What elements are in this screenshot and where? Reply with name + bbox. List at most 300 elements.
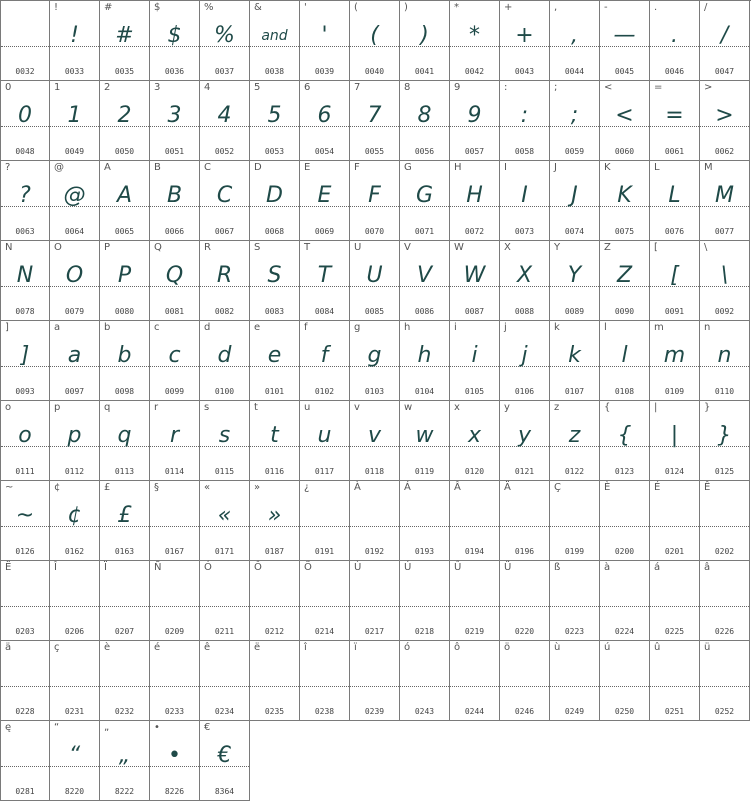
glyph-key-label: Ç — [554, 482, 561, 493]
glyph-sample: } — [717, 423, 732, 448]
glyph-code: 0201 — [664, 547, 685, 556]
glyph-key-label: 1 — [54, 82, 61, 93]
glyph-code: 0085 — [364, 307, 385, 316]
glyph-code: 0235 — [264, 707, 285, 716]
glyph-code: 8222 — [114, 787, 135, 796]
glyph-cell — [300, 241, 350, 321]
glyph-sample: M — [715, 183, 734, 208]
baseline-guide — [550, 606, 599, 607]
glyph-code: 0238 — [314, 707, 335, 716]
glyph-cell — [250, 241, 300, 321]
glyph-cell — [450, 161, 500, 241]
glyph-key-label: Ú — [404, 562, 412, 573]
glyph-cell — [200, 1, 250, 81]
glyph-cell — [550, 321, 600, 401]
glyph-sample: ] — [20, 343, 30, 368]
baseline-guide — [450, 686, 499, 687]
glyph-code: 0086 — [414, 307, 435, 316]
glyph-code: 0120 — [464, 467, 485, 476]
glyph-code: 8220 — [64, 787, 85, 796]
glyph-code: 0226 — [714, 627, 735, 636]
glyph-sample: + — [515, 23, 534, 48]
glyph-code: 0110 — [714, 387, 735, 396]
glyph-cell — [50, 641, 100, 721]
glyph-code: 0252 — [714, 707, 735, 716]
glyph-cell — [400, 321, 450, 401]
glyph-code: 0191 — [314, 547, 335, 556]
glyph-key-label: : — [504, 82, 508, 93]
glyph-code: 0281 — [15, 787, 35, 796]
glyph-key-label: O — [54, 242, 62, 253]
glyph-key-label: k — [554, 322, 560, 333]
glyph-key-label: V — [404, 242, 411, 253]
glyph-key-label: ' — [304, 2, 307, 13]
glyph-sample: x — [467, 423, 482, 448]
glyph-cell — [50, 721, 100, 801]
glyph-key-label: M — [704, 162, 713, 173]
glyph-code: 0211 — [214, 627, 235, 636]
glyph-code: 0124 — [664, 467, 685, 476]
glyph-code: 0200 — [614, 547, 635, 556]
glyph-key-label: W — [454, 242, 464, 253]
glyph-cell — [250, 401, 300, 481]
glyph-cell — [0, 161, 50, 241]
glyph-key-label: § — [154, 482, 159, 493]
baseline-guide — [650, 686, 699, 687]
glyph-sample: b — [117, 343, 132, 368]
glyph-cell — [500, 641, 550, 721]
glyph-code: 0108 — [614, 387, 635, 396]
glyph-cell — [650, 401, 700, 481]
glyph-key-label: g — [354, 322, 361, 333]
glyph-sample: F — [368, 183, 381, 208]
baseline-guide — [200, 606, 249, 607]
glyph-cell — [100, 241, 150, 321]
glyph-cell — [350, 561, 400, 641]
glyph-code: 0194 — [464, 547, 485, 556]
glyph-code: 0098 — [114, 387, 135, 396]
glyph-key-label: % — [204, 2, 214, 13]
glyph-code: 0167 — [164, 547, 185, 556]
glyph-cell — [100, 321, 150, 401]
glyph-cell — [450, 641, 500, 721]
glyph-key-label: . — [654, 2, 658, 13]
glyph-sample: f — [320, 343, 329, 368]
glyph-cell — [700, 1, 750, 81]
glyph-key-label: “ — [54, 722, 60, 733]
glyph-code: 0232 — [114, 707, 135, 716]
glyph-code: 0223 — [564, 627, 585, 636]
glyph-key-label: ú — [604, 642, 611, 653]
glyph-cell — [0, 81, 50, 161]
glyph-cell — [700, 161, 750, 241]
glyph-cell — [600, 1, 650, 81]
glyph-key-label: } — [704, 402, 711, 413]
glyph-cell — [200, 721, 250, 801]
glyph-cell — [50, 1, 100, 81]
glyph-key-label: I — [504, 162, 507, 173]
glyph-sample: $ — [167, 23, 182, 48]
glyph-key-label: s — [204, 402, 210, 413]
glyph-sample: S — [267, 263, 282, 288]
glyph-code: 0044 — [564, 67, 585, 76]
glyph-sample: B — [166, 183, 183, 208]
glyph-key-label: ó — [404, 642, 411, 653]
glyph-key-label: à — [604, 562, 611, 573]
baseline-guide — [350, 686, 399, 687]
glyph-key-label: Û — [454, 562, 462, 573]
glyph-code: 0109 — [664, 387, 685, 396]
glyph-code: 0063 — [15, 227, 35, 236]
glyph-key-label: ç — [54, 642, 60, 653]
glyph-code: 0106 — [514, 387, 535, 396]
glyph-cell — [700, 321, 750, 401]
glyph-sample: p — [67, 423, 82, 448]
baseline-guide — [250, 606, 299, 607]
glyph-code: 0203 — [15, 627, 35, 636]
glyph-sample: W — [463, 263, 486, 288]
glyph-key-label: $ — [154, 2, 161, 13]
glyph-key-label: X — [504, 242, 511, 253]
glyph-cell — [600, 321, 650, 401]
glyph-cell — [100, 161, 150, 241]
glyph-code: 0040 — [364, 67, 385, 76]
glyph-code: 0123 — [614, 467, 635, 476]
glyph-cell — [300, 641, 350, 721]
glyph-key-label: Ñ — [154, 562, 162, 573]
glyph-code: 0036 — [164, 67, 185, 76]
glyph-sample: I — [521, 183, 528, 208]
glyph-sample: G — [415, 183, 434, 208]
glyph-cell — [150, 241, 200, 321]
glyph-sample: 8 — [417, 103, 432, 128]
glyph-key-label: ü — [704, 642, 711, 653]
glyph-cell — [250, 161, 300, 241]
glyph-cell — [200, 321, 250, 401]
glyph-cell — [250, 641, 300, 721]
glyph-key-label: h — [404, 322, 411, 333]
glyph-cell — [450, 81, 500, 161]
glyph-code: 0035 — [114, 67, 135, 76]
glyph-key-label: ) — [404, 2, 408, 13]
glyph-key-label: € — [204, 722, 211, 733]
glyph-sample: « — [217, 503, 232, 528]
glyph-sample: 2 — [117, 103, 132, 128]
glyph-key-label: 8 — [404, 82, 411, 93]
glyph-cell — [450, 481, 500, 561]
glyph-sample: 0 — [18, 103, 32, 128]
glyph-code: 0038 — [264, 67, 285, 76]
glyph-code: 0209 — [164, 627, 185, 636]
glyph-sample: g — [367, 343, 382, 368]
glyph-key-label: a — [54, 322, 61, 333]
glyph-key-label: q — [104, 402, 111, 413]
glyph-sample: w — [415, 423, 434, 448]
glyph-cell — [400, 81, 450, 161]
glyph-cell — [500, 1, 550, 81]
glyph-sample: X — [516, 263, 533, 288]
baseline-guide — [550, 526, 599, 527]
glyph-key-label: 5 — [254, 82, 261, 93]
glyph-key-label: L — [654, 162, 660, 173]
baseline-guide — [300, 526, 349, 527]
glyph-sample: # — [115, 23, 134, 48]
glyph-cell — [200, 401, 250, 481]
glyph-sample: ? — [19, 183, 31, 208]
glyph-code: 0042 — [464, 67, 485, 76]
glyph-key-label: û — [654, 642, 661, 653]
glyph-sample: ! — [70, 23, 79, 48]
glyph-code: 0072 — [464, 227, 485, 236]
glyph-sample: d — [217, 343, 232, 368]
glyph-code: 0092 — [714, 307, 735, 316]
glyph-code: 0049 — [64, 147, 85, 156]
glyph-cell — [150, 561, 200, 641]
baseline-guide — [450, 526, 499, 527]
glyph-key-label: Â — [454, 482, 461, 493]
glyph-code: 0187 — [264, 547, 285, 556]
glyph-sample: 1 — [67, 103, 82, 128]
glyph-cell — [150, 721, 200, 801]
baseline-guide — [350, 606, 399, 607]
glyph-code: 0064 — [64, 227, 85, 236]
glyph-code: 8226 — [164, 787, 185, 796]
glyph-sample: L — [668, 183, 681, 208]
glyph-code: 0126 — [15, 547, 35, 556]
glyph-cell — [500, 481, 550, 561]
glyph-sample: £ — [117, 503, 132, 528]
baseline-guide — [1, 46, 49, 47]
glyph-code: 0100 — [214, 387, 235, 396]
glyph-key-label: A — [104, 162, 111, 173]
glyph-cell — [400, 1, 450, 81]
glyph-sample: ' — [321, 23, 328, 48]
glyph-key-label: r — [154, 402, 159, 413]
glyph-sample: ( — [370, 23, 379, 48]
glyph-sample: — — [613, 23, 636, 48]
baseline-guide — [100, 686, 149, 687]
glyph-code: 0097 — [64, 387, 85, 396]
glyph-sample: 3 — [167, 103, 182, 128]
baseline-guide — [400, 606, 449, 607]
glyph-code: 0206 — [64, 627, 85, 636]
glyph-cell — [0, 721, 50, 801]
glyph-sample: and — [261, 28, 288, 44]
glyph-key-label: â — [704, 562, 711, 573]
glyph-sample: C — [216, 183, 233, 208]
baseline-guide — [500, 686, 549, 687]
glyph-cell — [500, 401, 550, 481]
glyph-code: 0076 — [664, 227, 685, 236]
glyph-key-label: î — [304, 642, 307, 653]
baseline-guide — [700, 686, 749, 687]
glyph-key-label: { — [604, 402, 611, 413]
baseline-guide — [650, 606, 699, 607]
glyph-cell — [650, 321, 700, 401]
glyph-cell — [600, 561, 650, 641]
glyph-key-label: w — [404, 402, 413, 413]
glyph-key-label: « — [204, 482, 211, 493]
glyph-sample: u — [317, 423, 332, 448]
glyph-code: 0217 — [364, 627, 385, 636]
glyph-cell — [650, 561, 700, 641]
glyph-sample: > — [715, 103, 734, 128]
glyph-sample: 4 — [217, 103, 232, 128]
glyph-code: 0112 — [64, 467, 85, 476]
glyph-cell — [600, 641, 650, 721]
glyph-code: 0057 — [464, 147, 485, 156]
baseline-guide — [400, 686, 449, 687]
baseline-guide — [150, 686, 199, 687]
glyph-sample: e — [267, 343, 282, 368]
glyph-sample: P — [117, 263, 132, 288]
glyph-cell — [0, 1, 50, 81]
glyph-key-label: Ö — [304, 562, 312, 573]
glyph-sample: i — [471, 343, 478, 368]
glyph-cell — [500, 241, 550, 321]
glyph-key-label: v — [354, 402, 360, 413]
glyph-sample: ; — [570, 103, 579, 128]
glyph-code: 0218 — [414, 627, 435, 636]
glyph-key-label: • — [154, 722, 160, 733]
glyph-cell — [600, 401, 650, 481]
glyph-cell — [400, 481, 450, 561]
glyph-cell — [550, 1, 600, 81]
baseline-guide — [300, 686, 349, 687]
glyph-code: 0119 — [414, 467, 435, 476]
glyph-code: 0073 — [514, 227, 535, 236]
glyph-cell — [350, 81, 400, 161]
glyph-cell — [650, 481, 700, 561]
glyph-cell — [500, 161, 550, 241]
glyph-cell — [350, 321, 400, 401]
glyph-key-label: R — [204, 242, 211, 253]
glyph-code: 0118 — [364, 467, 385, 476]
glyph-sample: H — [466, 183, 483, 208]
glyph-sample: { — [617, 423, 632, 448]
glyph-code: 0125 — [714, 467, 735, 476]
glyph-cell — [50, 561, 100, 641]
glyph-cell — [0, 561, 50, 641]
glyph-sample: c — [168, 343, 181, 368]
glyph-code: 0048 — [15, 147, 35, 156]
glyph-sample: “ — [68, 743, 81, 768]
glyph-key-label: u — [304, 402, 311, 413]
glyph-sample: | — [670, 423, 679, 448]
baseline-guide — [650, 526, 699, 527]
glyph-key-label: ; — [554, 82, 558, 93]
baseline-guide — [1, 686, 49, 687]
glyph-cell — [250, 81, 300, 161]
glyph-cell — [300, 561, 350, 641]
glyph-code: 0243 — [414, 707, 435, 716]
glyph-code: 0102 — [314, 387, 335, 396]
glyph-sample: @ — [63, 183, 86, 208]
glyph-code: 0056 — [414, 147, 435, 156]
glyph-sample: D — [266, 183, 283, 208]
glyph-cell — [400, 641, 450, 721]
glyph-key-label: Á — [404, 482, 411, 493]
glyph-code: 0246 — [514, 707, 535, 716]
baseline-guide — [600, 526, 649, 527]
glyph-code: 0219 — [464, 627, 485, 636]
glyph-key-label: # — [104, 2, 113, 13]
glyph-code: 0249 — [564, 707, 585, 716]
glyph-code: 0050 — [114, 147, 135, 156]
glyph-key-label: - — [604, 2, 608, 13]
glyph-code: 0234 — [214, 707, 235, 716]
glyph-sample: U — [366, 263, 383, 288]
glyph-code: 0074 — [564, 227, 585, 236]
glyph-cell — [450, 561, 500, 641]
glyph-key-label: ö — [504, 642, 511, 653]
glyph-key-label: ( — [354, 2, 358, 13]
glyph-cell — [500, 561, 550, 641]
glyph-cell — [650, 641, 700, 721]
glyph-sample: Z — [616, 263, 633, 288]
glyph-sample: j — [521, 343, 528, 368]
glyph-sample: q — [117, 423, 132, 448]
glyph-cell — [200, 641, 250, 721]
glyph-code: 0071 — [414, 227, 435, 236]
glyph-sample: E — [317, 183, 332, 208]
glyph-sample: € — [217, 743, 232, 768]
glyph-key-label: Ê — [704, 482, 711, 493]
glyph-cell — [550, 81, 600, 161]
glyph-key-label: d — [204, 322, 211, 333]
glyph-key-label: 4 — [204, 82, 211, 93]
glyph-code: 0233 — [164, 707, 185, 716]
glyph-cell — [550, 161, 600, 241]
glyph-sample: s — [218, 423, 231, 448]
glyph-cell — [600, 161, 650, 241]
baseline-guide — [500, 606, 549, 607]
glyph-cell — [300, 161, 350, 241]
glyph-cell — [250, 481, 300, 561]
baseline-guide — [300, 606, 349, 607]
glyph-cell — [0, 481, 50, 561]
glyph-cell — [150, 401, 200, 481]
glyph-cell — [450, 321, 500, 401]
glyph-key-label: N — [5, 242, 13, 253]
glyph-code: 0079 — [64, 307, 85, 316]
glyph-code: 0067 — [214, 227, 235, 236]
glyph-key-label: B — [154, 162, 161, 173]
glyph-code: 0225 — [664, 627, 685, 636]
glyph-code: 0037 — [214, 67, 235, 76]
glyph-code: 0111 — [15, 467, 35, 476]
glyph-cell — [450, 241, 500, 321]
glyph-cell — [300, 81, 350, 161]
glyph-key-label: È — [604, 482, 611, 493]
glyph-code: 0070 — [364, 227, 385, 236]
glyph-cell — [200, 241, 250, 321]
glyph-key-label: ô — [454, 642, 461, 653]
glyph-key-label: é — [154, 642, 161, 653]
glyph-sample: O — [65, 263, 84, 288]
glyph-key-label: S — [254, 242, 261, 253]
glyph-cell — [0, 321, 50, 401]
glyph-key-label: C — [204, 162, 211, 173]
glyph-cell — [600, 481, 650, 561]
glyph-code: 0068 — [264, 227, 285, 236]
glyph-cell — [700, 481, 750, 561]
glyph-code: 0113 — [114, 467, 135, 476]
glyph-cell — [550, 241, 600, 321]
glyph-key-label: ę — [5, 722, 12, 733]
glyph-code: 0045 — [614, 67, 635, 76]
glyph-code: 0214 — [314, 627, 335, 636]
